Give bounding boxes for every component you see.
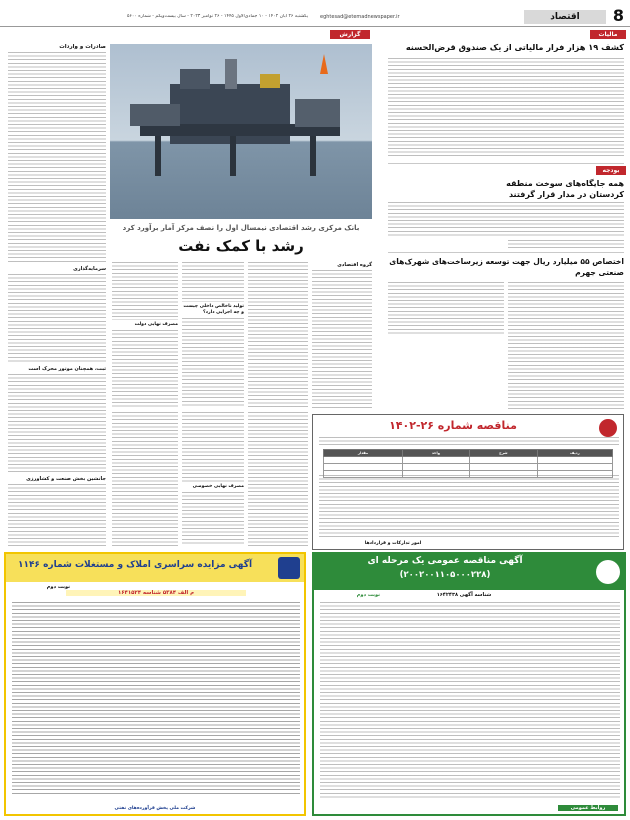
auction-ad-subtitle: نوبت دوم bbox=[46, 584, 70, 590]
main-body-col3b bbox=[182, 318, 244, 408]
main-sub1: گروه اقتصادی bbox=[337, 262, 372, 268]
website[interactable]: eghtesad@etemadnewspaper.ir bbox=[320, 14, 400, 20]
auction-ad-body bbox=[12, 602, 300, 796]
kurdistan-title: همه جایگاه‌های سوخت منطقه کردستان در مدار قرار گرفتند bbox=[506, 179, 624, 199]
main-sub3: مصرف نهایی دولت bbox=[134, 322, 178, 327]
table-header: مقدار bbox=[324, 450, 403, 457]
auction-ad-code: م الف ۵۳۸۴ شناسه ۱۶۴۱۵۲۴ bbox=[66, 590, 246, 596]
main-body-col2 bbox=[248, 262, 308, 408]
left-col-body-2 bbox=[8, 274, 106, 364]
left-col-sub1: سرمایه‌گذاری bbox=[73, 266, 106, 272]
oil-platform-illustration bbox=[110, 44, 372, 219]
tag-report: گزارش bbox=[330, 30, 370, 39]
main-title: رشد با کمک نفت bbox=[178, 237, 304, 255]
left-col-sub2: ثبت، همچنان موتور محرک است bbox=[28, 366, 106, 372]
kurdistan-body bbox=[388, 202, 624, 238]
sandwich-body bbox=[508, 282, 624, 410]
table-row bbox=[324, 457, 613, 464]
main-body-col4b bbox=[112, 330, 178, 408]
table-row bbox=[324, 464, 613, 471]
table-header: ردیف bbox=[537, 450, 612, 457]
main-body-col3 bbox=[182, 262, 244, 302]
public-tender-ad-number: (۲۰۰۲۰۰۱۱۰۵۰۰۰۲۲۸) bbox=[399, 570, 491, 580]
main-sub2: تولید ناخالص داخلی چیست و چه اجزایی دارد؟ bbox=[183, 304, 244, 315]
main-body-low1 bbox=[248, 412, 308, 546]
auction-ad[interactable] bbox=[4, 552, 306, 816]
auction-ad-title: آگهی مزایده سراسری املاک و مستغلات شماره ۱۱۴۶ bbox=[17, 560, 253, 570]
kurdistan-body-lower bbox=[508, 240, 624, 250]
public-tender-ad-round: نوبت دوم bbox=[356, 592, 380, 598]
tender-ad-title: مناقصه شماره ۲۶-۱۴۰۲ bbox=[389, 419, 517, 432]
sandwich-body-2 bbox=[388, 282, 504, 334]
public-tender-ad-logo-icon bbox=[596, 560, 620, 584]
public-tender-ad-banner bbox=[314, 554, 624, 590]
tender-ad-table bbox=[323, 449, 613, 478]
header-divider bbox=[0, 26, 630, 27]
section-title: اقتصاد bbox=[550, 12, 580, 22]
tender-ad-body bbox=[319, 475, 619, 539]
main-body-low2b bbox=[182, 492, 244, 546]
tender-ad-intro bbox=[319, 437, 619, 447]
tender-ad-logo-icon bbox=[599, 419, 617, 437]
auction-ad-banner bbox=[6, 554, 304, 582]
main-sub4: مصرف نهایی خصوصی bbox=[192, 484, 244, 489]
tax-fund-body bbox=[388, 58, 624, 158]
page-number: 8 bbox=[612, 6, 624, 25]
main-body-col4 bbox=[112, 262, 178, 320]
public-tender-ad-title: آگهی مناقصه عمومی یک مرحله ای bbox=[367, 556, 523, 566]
tender-ad[interactable] bbox=[312, 414, 624, 550]
sandwich-title: اختصاص ۵۵ میلیارد ریال جهت توسعه زیرساخت‌های شهرک‌های صنعتی جهرم bbox=[389, 257, 624, 277]
main-body-low3 bbox=[112, 412, 178, 546]
table-header: واحد bbox=[403, 450, 470, 457]
public-tender-ad-body bbox=[320, 602, 620, 798]
main-body-low2 bbox=[182, 412, 244, 482]
oil-platform-photo bbox=[110, 44, 372, 219]
auction-ad-logo-icon bbox=[278, 557, 300, 579]
tax-fund-title: کشف ۱۹ هزار فرار مالیاتی از یک صندوق قرض‌الحسنه bbox=[405, 42, 624, 52]
left-col-body-3 bbox=[8, 374, 106, 474]
main-kicker: بانک مرکزی رشد اقتصادی نیمسال اول را نصف مرکز آمار برآورد کرد bbox=[122, 224, 360, 232]
table-header: شرح bbox=[469, 450, 537, 457]
tender-ad-footer: امور تدارکات و قراردادها bbox=[364, 541, 422, 546]
left-col-sub3: جانشین بخش صنعت و کشاورزی bbox=[26, 476, 106, 482]
date-line: یکشنبه ۲۶ آبان ۱۴۰۲ - ۱۰ جمادی‌الاول ۱۴۴۵ - ۲۶ نوامبر ۲۰۲۳ - سال بیست‌ویکم - شماره ۵۶۰۰ bbox=[126, 14, 308, 19]
left-col-body bbox=[8, 52, 106, 264]
public-tender-ad-footer: روابط عمومی bbox=[558, 805, 618, 811]
left-col-title: صادرات و واردات bbox=[59, 44, 106, 50]
public-tender-ad[interactable] bbox=[312, 552, 626, 816]
tag-tax: مالیات bbox=[590, 30, 626, 39]
section-band bbox=[524, 10, 606, 24]
auction-ad-footer: شرکت ملی پخش فرآورده‌های نفتی bbox=[114, 806, 196, 811]
tag-roads: بودجه bbox=[596, 166, 626, 175]
divider bbox=[388, 163, 624, 164]
divider bbox=[388, 252, 624, 253]
page-header bbox=[0, 0, 630, 28]
main-body-col1 bbox=[312, 270, 372, 408]
left-col-body-4 bbox=[8, 484, 106, 546]
public-tender-ad-code: شناسه آگهی ۱۶۴۲۴۳۸ bbox=[436, 592, 492, 598]
